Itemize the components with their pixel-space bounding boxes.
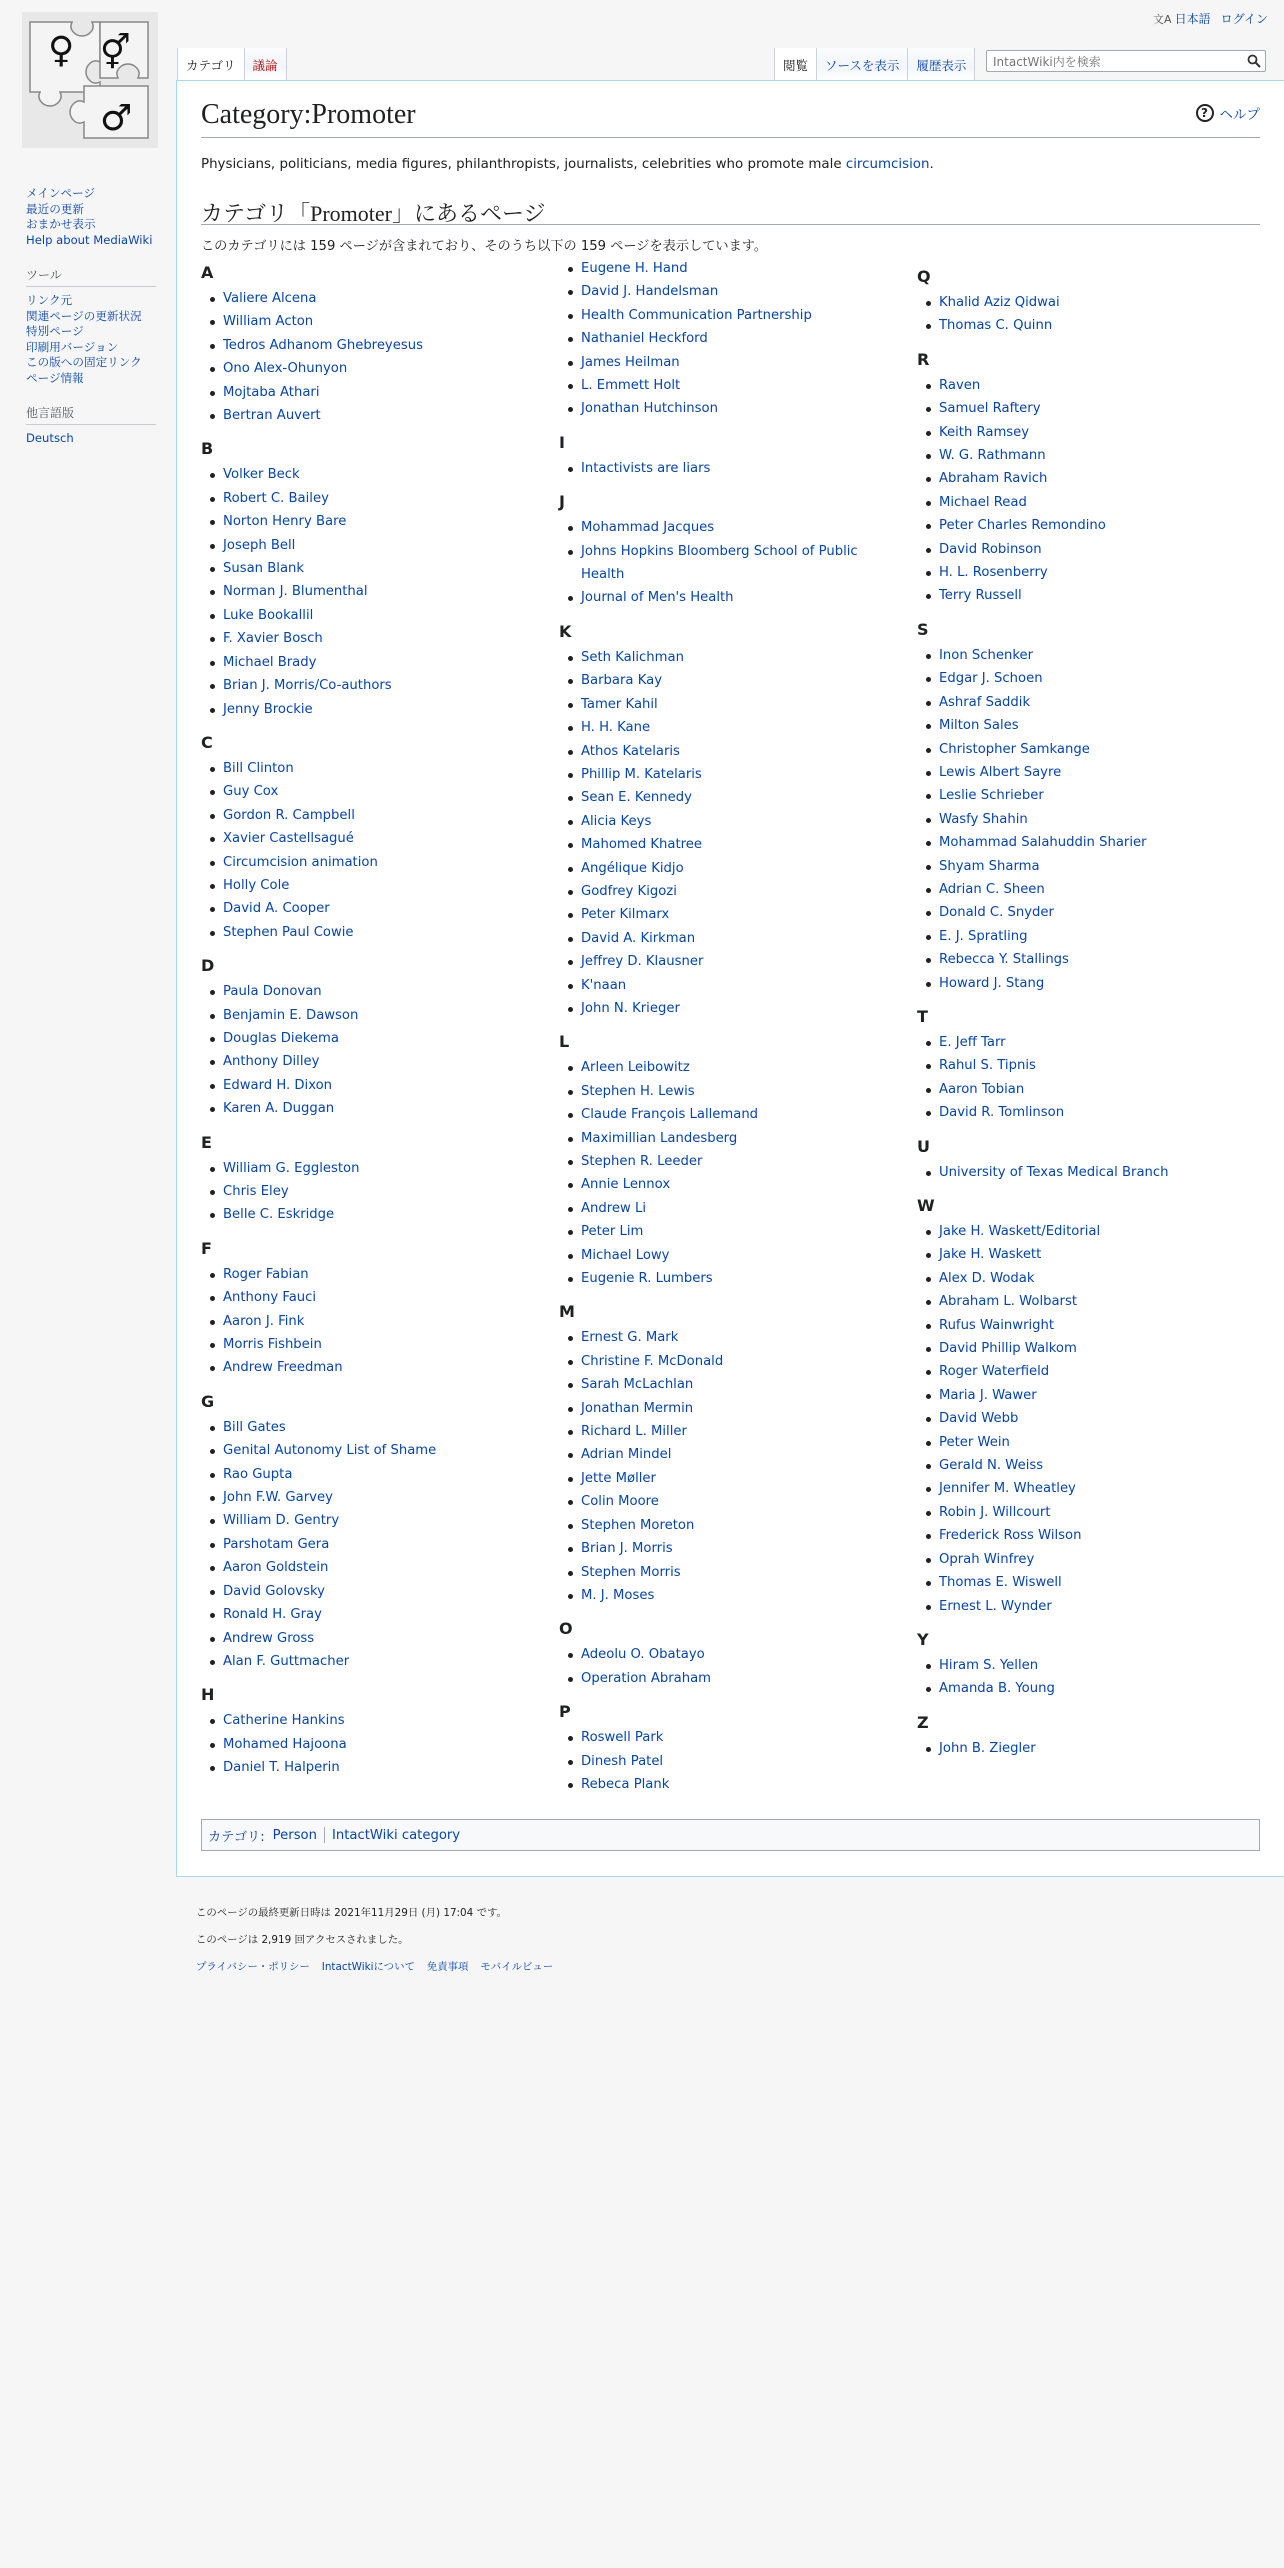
category-member-link[interactable]: Robert C. Bailey xyxy=(223,487,541,510)
sidebar-item-permalink[interactable]: この版への固定リンク xyxy=(26,355,142,369)
category-list xyxy=(917,644,1257,995)
circumcision-link[interactable]: circumcision xyxy=(845,157,930,172)
sidebar xyxy=(26,186,156,465)
category-member-link[interactable]: Angélique Kidjo xyxy=(581,857,899,880)
category-member-link[interactable]: Gerald N. Weiss xyxy=(939,1454,1257,1477)
letter-heading: E xyxy=(201,1132,212,1152)
category-member-link[interactable]: Luke Bookallil xyxy=(223,604,541,627)
category-member-link[interactable]: Stephen H. Lewis xyxy=(581,1080,899,1103)
category-member-link[interactable]: Athos Katelaris xyxy=(581,740,899,763)
language-label: 日本語 xyxy=(1174,12,1211,26)
category-member-link[interactable]: Aaron Goldstein xyxy=(223,1556,541,1579)
category-member-link[interactable]: K'naan xyxy=(581,974,899,997)
sidebar-languages xyxy=(26,404,156,447)
category-member-link[interactable]: Hiram S. Yellen xyxy=(939,1654,1257,1677)
letter-heading: H xyxy=(201,1685,215,1705)
category-member-link[interactable]: Barbara Kay xyxy=(581,669,899,692)
category-member-link[interactable]: Maria J. Wawer xyxy=(939,1384,1257,1407)
category-member-link[interactable]: Rebecca Y. Stallings xyxy=(939,948,1257,971)
sidebar-item-special-pages[interactable]: 特別ページ xyxy=(26,324,84,338)
view-count: このページは 2,919 回アクセスされました。 xyxy=(196,1934,409,1946)
category-member-link[interactable]: Jonathan Hutchinson xyxy=(581,397,899,420)
help-link[interactable] xyxy=(1196,103,1261,123)
category-member-link[interactable]: David A. Cooper xyxy=(223,897,541,920)
category-member-link[interactable]: Lewis Albert Sayre xyxy=(939,761,1257,784)
letter-heading: T xyxy=(917,1006,928,1026)
category-column-2 xyxy=(559,257,899,1796)
category-member-link[interactable]: Genital Autonomy List of Shame xyxy=(223,1439,541,1462)
letter-heading: I xyxy=(559,432,565,452)
category-member-link[interactable]: Health Communication Partnership xyxy=(581,304,899,327)
category-list xyxy=(917,1654,1257,1701)
letter-heading: A xyxy=(201,263,214,282)
category-member-link[interactable]: Arleen Leibowitz xyxy=(581,1056,899,1079)
category-member-link[interactable]: Johns Hopkins Bloomberg School of Public Health xyxy=(581,540,899,587)
category-member-link[interactable]: Valiere Alcena xyxy=(223,287,541,310)
category-member-link[interactable]: Paula Donovan xyxy=(223,980,541,1003)
category-member-link[interactable]: Eugenie R. Lumbers xyxy=(581,1267,899,1290)
category-member-link[interactable]: Benjamin E. Dawson xyxy=(223,1004,541,1027)
category-member-link[interactable]: Tamer Kahil xyxy=(581,693,899,716)
category-member-link[interactable]: Brian J. Morris/Co-authors xyxy=(223,674,541,697)
sidebar-item-printable[interactable]: 印刷用バージョン xyxy=(26,339,119,354)
category-member-link[interactable]: Bill Clinton xyxy=(223,757,541,780)
category-list xyxy=(201,1263,541,1380)
category-member-link[interactable]: Peter Charles Remondino xyxy=(939,514,1257,537)
category-member-link[interactable]: Rufus Wainwright xyxy=(939,1314,1257,1337)
category-member-link[interactable]: James Heilman xyxy=(581,351,899,374)
category-list xyxy=(201,1157,541,1227)
category-member-link[interactable]: Ono Alex-Ohunyon xyxy=(223,357,541,380)
category-member-link[interactable]: Claude François Lallemand xyxy=(581,1103,899,1126)
category-member-link[interactable]: William D. Gentry xyxy=(223,1509,541,1532)
personal-tools xyxy=(1153,10,1268,27)
sidebar-tools xyxy=(26,266,156,386)
section-divider xyxy=(201,224,1260,225)
svg-text:♀: ♀ xyxy=(48,30,75,71)
category-member-link[interactable]: Stephen R. Leeder xyxy=(581,1150,899,1173)
category-member-link[interactable]: Oprah Winfrey xyxy=(939,1548,1257,1571)
category-member-link[interactable]: Volker Beck xyxy=(223,463,541,486)
category-member-link[interactable]: Abraham L. Wolbarst xyxy=(939,1290,1257,1313)
category-member-link[interactable]: John F.W. Garvey xyxy=(223,1486,541,1509)
category-member-link[interactable]: Stephen Morris xyxy=(581,1561,899,1584)
category-member-link[interactable]: Gordon R. Campbell xyxy=(223,804,541,827)
category-member-link[interactable]: Khalid Aziz Qidwai xyxy=(939,291,1257,314)
category-list xyxy=(201,1709,541,1779)
sidebar-item-lang-deutsch[interactable]: Deutsch xyxy=(26,431,74,445)
view-tabs xyxy=(774,48,975,80)
section-heading: カテゴリ「Promoter」にあるページ xyxy=(201,201,546,226)
letter-heading: P xyxy=(559,1702,571,1722)
category-member-link[interactable]: David Phillip Walkom xyxy=(939,1337,1257,1360)
tab-talk[interactable]: 議論 xyxy=(245,48,287,80)
category-member-link[interactable]: Bertran Auvert xyxy=(223,404,541,427)
footer-mobile-link[interactable]: モバイルビュー xyxy=(480,1961,554,1973)
category-member-link[interactable]: Edward H. Dixon xyxy=(223,1074,541,1097)
category-member-link[interactable]: Adrian C. Sheen xyxy=(939,878,1257,901)
category-member-link[interactable]: Stephen Paul Cowie xyxy=(223,921,541,944)
category-member-link[interactable]: Raven xyxy=(939,374,1257,397)
category-member-link[interactable]: E. Jeff Tarr xyxy=(939,1031,1257,1054)
category-member-link[interactable]: Jennifer M. Wheatley xyxy=(939,1477,1257,1500)
category-list xyxy=(917,1220,1257,1618)
category-member-link[interactable]: Milton Sales xyxy=(939,714,1257,737)
category-member-link[interactable]: Christopher Samkange xyxy=(939,738,1257,761)
sidebar-item-help[interactable]: Help about MediaWiki xyxy=(26,232,153,247)
category-member-link[interactable]: Nathaniel Heckford xyxy=(581,327,899,350)
category-member-link[interactable]: Sarah McLachlan xyxy=(581,1373,899,1396)
category-member-link[interactable]: L. Emmett Holt xyxy=(581,374,899,397)
last-modified: このページの最終更新日時は 2021年11月29日 (月) 17:04 です。 xyxy=(196,1907,507,1919)
search-box xyxy=(986,50,1266,72)
category-member-link[interactable]: Mohammad Salahuddin Sharier xyxy=(939,831,1257,854)
category-member-link[interactable]: David Robinson xyxy=(939,538,1257,561)
category-member-link[interactable]: Jake H. Waskett xyxy=(939,1243,1257,1266)
category-intactwiki-link[interactable]: IntactWiki category xyxy=(332,1827,461,1843)
category-list xyxy=(201,1416,541,1673)
page-title: Category:Promoter xyxy=(201,99,416,130)
category-list xyxy=(917,1161,1257,1184)
category-member-link[interactable]: Ashraf Saddik xyxy=(939,691,1257,714)
category-member-link[interactable]: Susan Blank xyxy=(223,557,541,580)
languages-heading: 他言語版 xyxy=(26,404,156,425)
category-member-link[interactable]: Colin Moore xyxy=(581,1490,899,1513)
category-links xyxy=(201,1819,1260,1851)
category-member-link[interactable]: Norman J. Blumenthal xyxy=(223,580,541,603)
category-member-link[interactable]: Donald C. Snyder xyxy=(939,901,1257,924)
category-list xyxy=(559,257,899,421)
letter-heading: S xyxy=(917,619,929,639)
category-member-link[interactable]: Maximillian Landesberg xyxy=(581,1127,899,1150)
category-member-link[interactable]: Anthony Fauci xyxy=(223,1286,541,1309)
intro-text: Physicians, politicians, media figures, philanthropists, journalists, celebrities who promote male xyxy=(201,157,846,172)
category-member-link[interactable]: John N. Krieger xyxy=(581,997,899,1020)
category-member-link[interactable]: Thomas C. Quinn xyxy=(939,314,1257,337)
category-member-link[interactable]: Guy Cox xyxy=(223,780,541,803)
category-member-link[interactable]: E. J. Spratling xyxy=(939,925,1257,948)
category-member-link[interactable]: M. J. Moses xyxy=(581,1584,899,1607)
category-member-link[interactable]: Peter Lim xyxy=(581,1220,899,1243)
category-member-link[interactable]: Wasfy Shahin xyxy=(939,808,1257,831)
sidebar-item-what-links-here[interactable]: リンク元 xyxy=(26,293,73,307)
help-label: ヘルプ xyxy=(1219,107,1260,123)
letter-heading: O xyxy=(559,1619,573,1639)
footer-about-link[interactable]: IntactWikiについて xyxy=(321,1961,415,1973)
letter-heading: G xyxy=(201,1391,215,1411)
category-member-link[interactable]: Frederick Ross Wilson xyxy=(939,1524,1257,1547)
title-divider xyxy=(201,137,1260,138)
category-list xyxy=(559,1056,899,1290)
category-member-link[interactable]: Jeffrey D. Klausner xyxy=(581,950,899,973)
tab-category[interactable]: カテゴリ xyxy=(177,48,245,80)
category-member-link[interactable]: Dinesh Patel xyxy=(581,1750,899,1773)
login-link[interactable]: ログイン xyxy=(1220,12,1268,26)
category-list xyxy=(559,646,899,1021)
category-member-link[interactable]: David R. Tomlinson xyxy=(939,1101,1257,1124)
page-count-text: このカテゴリには 159 ページが含まれており、そのうち以下の 159 ページを表示しています。 xyxy=(201,239,768,254)
category-member-link[interactable]: David J. Handelsman xyxy=(581,280,899,303)
footer-privacy-link[interactable]: プライバシー・ポリシー xyxy=(196,1961,310,1973)
category-member-link[interactable]: Parshotam Gera xyxy=(223,1533,541,1556)
category-member-link[interactable]: David A. Kirkman xyxy=(581,927,899,950)
category-member-link[interactable]: Aaron J. Fink xyxy=(223,1310,541,1333)
category-member-link[interactable]: Holly Cole xyxy=(223,874,541,897)
sidebar-item-main-page[interactable]: メインページ xyxy=(26,186,96,200)
category-member-link[interactable]: Michael Read xyxy=(939,491,1257,514)
letter-heading: Y xyxy=(917,1629,929,1649)
category-member-link[interactable]: Norton Henry Bare xyxy=(223,510,541,533)
category-member-link[interactable]: Abraham Ravich xyxy=(939,467,1257,490)
letter-heading: J xyxy=(559,492,565,512)
namespace-tabs xyxy=(177,48,287,80)
sidebar-navigation xyxy=(26,186,156,248)
category-member-link[interactable]: Andrew Freedman xyxy=(223,1356,541,1379)
category-column-1 xyxy=(201,263,541,1780)
category-list xyxy=(201,287,541,427)
category-member-link[interactable]: Annie Lennox xyxy=(581,1173,899,1196)
category-member-link[interactable]: Xavier Castellsagué xyxy=(223,827,541,850)
category-list xyxy=(201,980,541,1120)
sidebar-item-recent-changes[interactable]: 最近の更新 xyxy=(26,201,84,216)
category-member-link[interactable]: Operation Abraham xyxy=(581,1667,899,1690)
category-member-link[interactable]: Karen A. Duggan xyxy=(223,1097,541,1120)
category-list xyxy=(201,757,541,944)
category-member-link[interactable]: Peter Wein xyxy=(939,1431,1257,1454)
categories-label[interactable]: カテゴリ: xyxy=(208,1829,265,1845)
category-member-link[interactable]: Brian J. Morris xyxy=(581,1537,899,1560)
letter-heading: K xyxy=(559,621,572,641)
category-member-link[interactable]: Jenny Brockie xyxy=(223,698,541,721)
category-member-link[interactable]: Leslie Schrieber xyxy=(939,784,1257,807)
search-icon[interactable] xyxy=(1247,54,1261,68)
category-column-3 xyxy=(917,267,1257,1760)
category-member-link[interactable]: Keith Ramsey xyxy=(939,421,1257,444)
tab-read[interactable]: 閲覧 xyxy=(774,48,817,80)
category-member-link[interactable]: Seth Kalichman xyxy=(581,646,899,669)
letter-heading: L xyxy=(559,1032,570,1052)
category-member-link[interactable]: Amanda B. Young xyxy=(939,1677,1257,1700)
category-member-link[interactable]: William G. Eggleston xyxy=(223,1157,541,1180)
letter-heading: B xyxy=(201,439,214,459)
sidebar-item-page-info[interactable]: ページ情報 xyxy=(26,370,84,385)
category-member-link[interactable]: Daniel T. Halperin xyxy=(223,1756,541,1779)
category-member-link[interactable]: David Webb xyxy=(939,1407,1257,1430)
category-member-link[interactable]: F. Xavier Bosch xyxy=(223,627,541,650)
letter-heading: D xyxy=(201,956,215,976)
category-list xyxy=(559,1726,899,1796)
category-member-link[interactable]: Jette Møller xyxy=(581,1467,899,1490)
category-member-link[interactable]: Mohammad Jacques xyxy=(581,516,899,539)
tab-view-source[interactable]: ソースを表示 xyxy=(817,48,908,80)
category-member-link[interactable]: Terry Russell xyxy=(939,584,1257,607)
category-member-link[interactable]: Aaron Tobian xyxy=(939,1078,1257,1101)
category-member-link[interactable]: Stephen Moreton xyxy=(581,1514,899,1537)
category-member-link[interactable]: Thomas E. Wiswell xyxy=(939,1571,1257,1594)
svg-text:⚥: ⚥ xyxy=(100,33,131,73)
category-member-link[interactable]: Samuel Raftery xyxy=(939,397,1257,420)
category-list xyxy=(917,374,1257,608)
category-member-link[interactable]: Andrew Li xyxy=(581,1197,899,1220)
category-member-link[interactable]: Rahul S. Tipnis xyxy=(939,1054,1257,1077)
category-member-link[interactable]: H. L. Rosenberry xyxy=(939,561,1257,584)
category-member-link[interactable]: Michael Brady xyxy=(223,651,541,674)
category-member-link[interactable]: Douglas Diekema xyxy=(223,1027,541,1050)
footer-disclaimer-link[interactable]: 免責事項 xyxy=(426,1961,469,1973)
category-member-link[interactable]: University of Texas Medical Branch xyxy=(939,1161,1257,1184)
category-member-link[interactable]: Bill Gates xyxy=(223,1416,541,1439)
category-member-link[interactable]: Christine F. McDonald xyxy=(581,1350,899,1373)
category-member-link[interactable]: Eugene H. Hand xyxy=(581,257,899,280)
category-member-link[interactable]: Roswell Park xyxy=(581,1726,899,1749)
category-member-link[interactable]: W. G. Rathmann xyxy=(939,444,1257,467)
letter-heading: M xyxy=(559,1302,575,1322)
category-member-link[interactable]: Andrew Gross xyxy=(223,1627,541,1650)
category-member-link[interactable]: John B. Ziegler xyxy=(939,1737,1257,1760)
sidebar-item-related-changes[interactable]: 関連ページの更新状況 xyxy=(26,308,142,323)
category-member-link[interactable]: Jake H. Waskett/Editorial xyxy=(939,1220,1257,1243)
category-member-link[interactable]: Mojtaba Athari xyxy=(223,381,541,404)
letter-heading: F xyxy=(201,1238,212,1258)
category-member-link[interactable]: Adeolu O. Obatayo xyxy=(581,1643,899,1666)
category-member-link[interactable]: Belle C. Eskridge xyxy=(223,1203,541,1226)
category-member-link[interactable]: Roger Waterfield xyxy=(939,1360,1257,1383)
category-member-link[interactable]: Michael Lowy xyxy=(581,1244,899,1267)
category-member-link[interactable]: Adrian Mindel xyxy=(581,1443,899,1466)
category-member-link[interactable]: Edgar J. Schoen xyxy=(939,667,1257,690)
category-member-link[interactable]: Alicia Keys xyxy=(581,810,899,833)
category-list xyxy=(917,1031,1257,1125)
letter-heading: Z xyxy=(917,1712,929,1732)
category-member-link[interactable]: Richard L. Miller xyxy=(581,1420,899,1443)
category-member-link[interactable]: Tedros Adhanom Ghebreyesus xyxy=(223,334,541,357)
category-member-link[interactable]: Catherine Hankins xyxy=(223,1709,541,1732)
intro-end: . xyxy=(929,157,934,172)
category-member-link[interactable]: Circumcision animation xyxy=(223,851,541,874)
category-member-link[interactable]: Chris Eley xyxy=(223,1180,541,1203)
category-member-link[interactable]: Rao Gupta xyxy=(223,1463,541,1486)
help-icon: ? xyxy=(1196,104,1214,122)
category-member-link[interactable]: Morris Fishbein xyxy=(223,1333,541,1356)
letter-heading: Q xyxy=(917,267,931,286)
language-selector[interactable] xyxy=(1153,10,1211,27)
category-list xyxy=(559,1643,899,1690)
category-member-link[interactable]: Jonathan Mermin xyxy=(581,1397,899,1420)
category-list xyxy=(917,1737,1257,1760)
category-member-link[interactable]: David Golovsky xyxy=(223,1580,541,1603)
category-member-link[interactable]: Shyam Sharma xyxy=(939,855,1257,878)
category-member-link[interactable]: Mohamed Hajoona xyxy=(223,1733,541,1756)
category-member-link[interactable]: Ernest L. Wynder xyxy=(939,1595,1257,1618)
letter-heading: C xyxy=(201,732,213,752)
svg-text:♂: ♂ xyxy=(100,98,133,139)
category-member-link[interactable]: Anthony Dilley xyxy=(223,1050,541,1073)
letter-heading: U xyxy=(917,1136,930,1156)
category-member-link[interactable]: Alex D. Wodak xyxy=(939,1267,1257,1290)
tab-history[interactable]: 履歴表示 xyxy=(908,48,975,80)
category-member-link[interactable]: Mahomed Khatree xyxy=(581,833,899,856)
category-member-link[interactable]: Howard J. Stang xyxy=(939,972,1257,995)
search-input[interactable] xyxy=(987,52,1239,72)
category-member-link[interactable]: Phillip M. Katelaris xyxy=(581,763,899,786)
category-member-link[interactable]: Intactivists are liars xyxy=(581,457,899,480)
footer xyxy=(196,1904,553,1973)
category-member-link[interactable]: Alan F. Guttmacher xyxy=(223,1650,541,1673)
category-member-link[interactable]: Ronald H. Gray xyxy=(223,1603,541,1626)
category-member-link[interactable]: Rebeca Plank xyxy=(581,1773,899,1796)
category-person-link[interactable]: Person xyxy=(272,1827,317,1843)
category-list xyxy=(559,457,899,480)
letter-heading: W xyxy=(917,1196,935,1215)
category-description xyxy=(201,157,934,172)
category-member-link[interactable]: H. H. Kane xyxy=(581,716,899,739)
category-list xyxy=(917,291,1257,338)
site-logo[interactable] xyxy=(22,12,158,148)
category-member-link[interactable]: Godfrey Kigozi xyxy=(581,880,899,903)
category-member-link[interactable]: Roger Fabian xyxy=(223,1263,541,1286)
category-member-link[interactable]: Peter Kilmarx xyxy=(581,903,899,926)
category-list xyxy=(559,1326,899,1607)
letter-heading: R xyxy=(917,349,930,369)
category-list xyxy=(559,516,899,610)
category-separator xyxy=(324,1827,325,1843)
category-member-link[interactable]: Robin J. Willcourt xyxy=(939,1501,1257,1524)
category-member-link[interactable]: Inon Schenker xyxy=(939,644,1257,667)
category-member-link[interactable]: Ernest G. Mark xyxy=(581,1326,899,1349)
main-content xyxy=(176,80,1284,1877)
sidebar-item-random-page[interactable]: おまかせ表示 xyxy=(26,217,96,231)
category-member-link[interactable]: Sean E. Kennedy xyxy=(581,786,899,809)
tools-heading: ツール xyxy=(26,266,156,287)
category-list xyxy=(201,463,541,720)
category-member-link[interactable]: William Acton xyxy=(223,310,541,333)
category-member-link[interactable]: Joseph Bell xyxy=(223,534,541,557)
translate-icon: 文A xyxy=(1153,12,1172,26)
category-member-link[interactable]: Journal of Men's Health xyxy=(581,586,899,609)
